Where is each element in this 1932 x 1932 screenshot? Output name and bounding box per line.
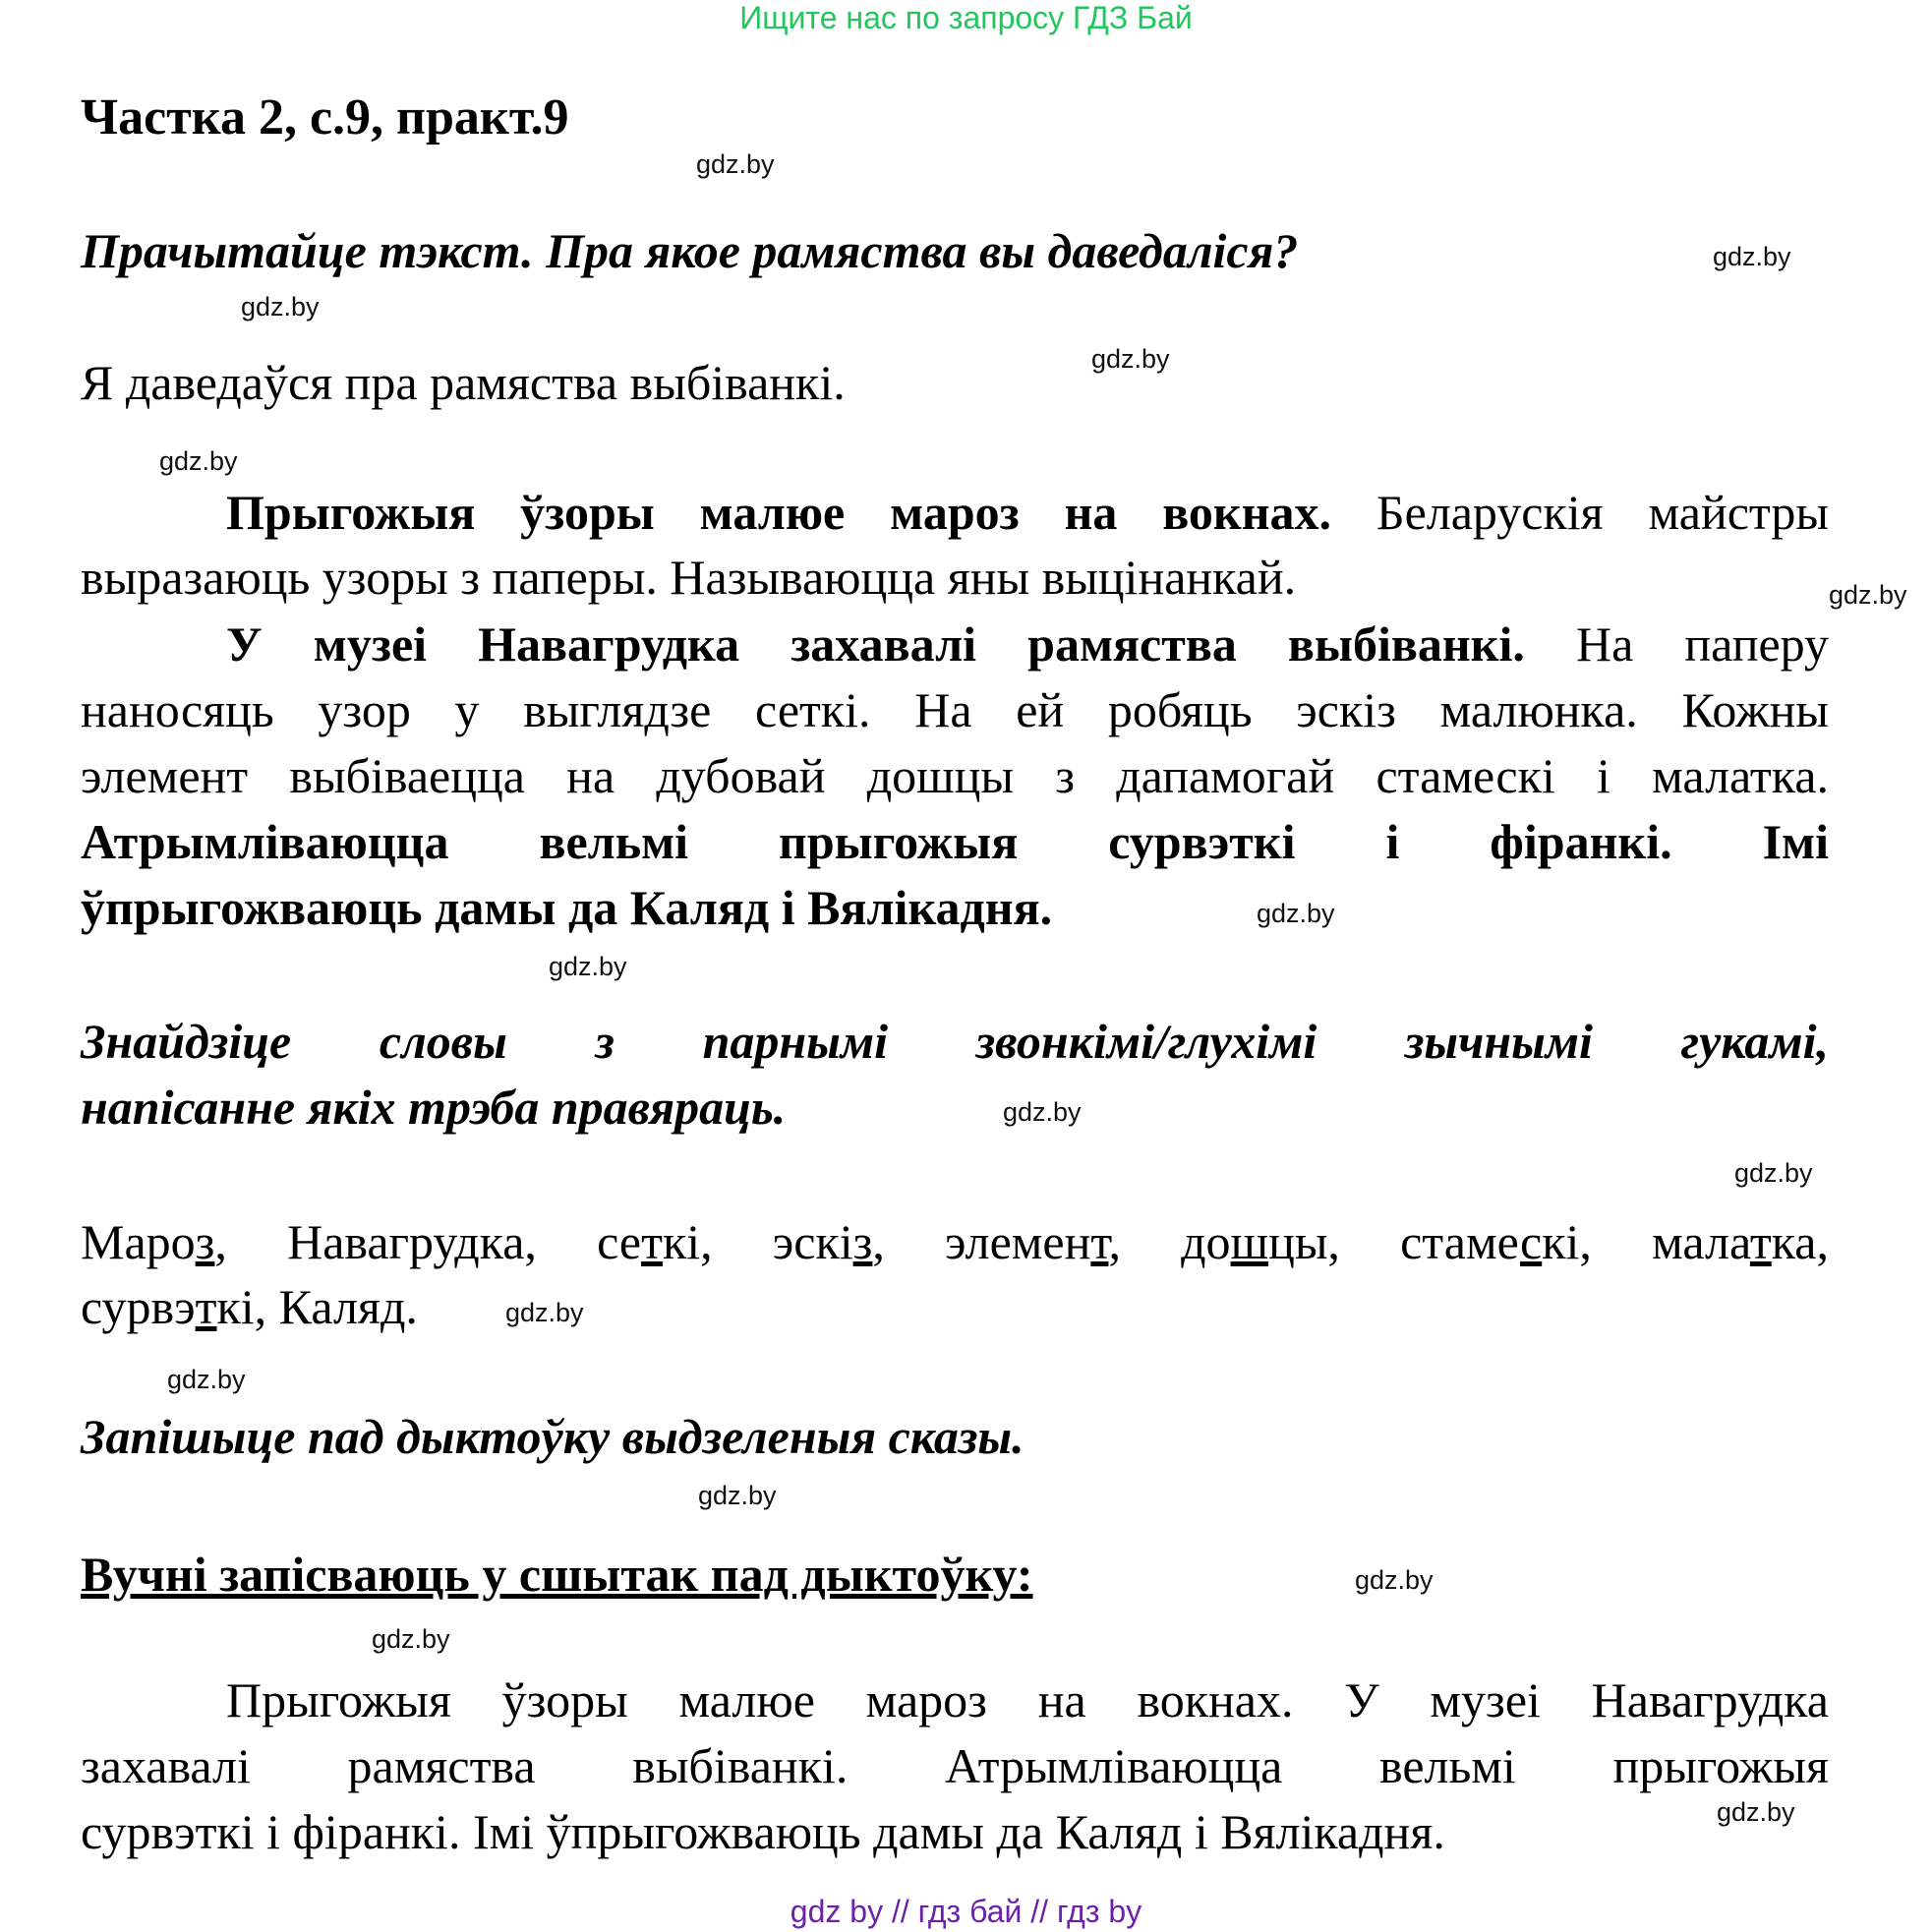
answer-text: , элемен <box>872 1214 1091 1269</box>
text-p1-bold: Прыгожыя ўзоры малюе мароз на вокнах. <box>226 485 1332 540</box>
answer-text: кі, мала <box>1542 1214 1750 1269</box>
text-p2-line4: Атрымліваюцца вельмі прыгожыя сурвэткі і фіранкі. Імі <box>81 814 1829 869</box>
underlined-letter: д <box>454 1214 480 1269</box>
watermark: gdz.by <box>696 149 775 179</box>
text-p1-line1 <box>81 484 1829 541</box>
top-banner: Ищите нас по запросу ГДЗ Бай <box>739 0 1193 35</box>
answer-text: Маро <box>81 1214 196 1269</box>
task-1: Прачытайце тэкст. Пра якое рамяства вы даведаліся? <box>81 223 1299 278</box>
answer-text: . <box>405 1279 418 1334</box>
answer-text: сурвэ <box>81 1279 196 1334</box>
answer-2-line2 <box>81 1278 418 1335</box>
text-p1-rest: Беларускія майстры <box>1331 485 1829 540</box>
task-2-line2: напісанне якіх трэба правяраць. <box>81 1080 787 1135</box>
dictation-line3: сурвэткі і фіранкі. Імі ўпрыгожваюць дамы да Каляд і Вялікадня. <box>81 1804 1445 1859</box>
watermark: gdz.by <box>1257 899 1335 928</box>
underlined-letter: с <box>1520 1214 1543 1269</box>
watermark: gdz.by <box>159 446 238 476</box>
bottom-banner: gdz by // гдз бай // гдз by <box>790 1894 1142 1929</box>
text-p2-line1 <box>81 615 1829 673</box>
dictation-heading: Вучні запісваюць у сшытак пад дыктоўку: <box>81 1547 1033 1602</box>
watermark: gdz.by <box>1091 344 1170 374</box>
answer-text: ка, <box>1771 1214 1829 1269</box>
page-title: Частка 2, с.9, практ.9 <box>81 89 569 146</box>
task-3: Запішыце пад дыктоўку выдзеленыя сказы. <box>81 1409 1025 1464</box>
answer-text: кі, Каля <box>216 1279 381 1334</box>
text-p2-line2: наносяць узор у выглядзе сеткі. На ей робяць эскіз малюнка. Кожны <box>81 682 1829 737</box>
underlined-letter: з <box>195 1214 215 1269</box>
text-p2-line3: элемент выбіваецца на дубовай дошцы з дапамогай стамескі і малатка. <box>81 748 1829 803</box>
watermark: gdz.by <box>372 1624 450 1654</box>
watermark: gdz.by <box>1734 1158 1813 1188</box>
text-p2-bold: У музеі Навагрудка захавалі рамяства выбіванкі. <box>226 616 1525 672</box>
watermark: gdz.by <box>1713 242 1791 271</box>
watermark: gdz.by <box>1003 1097 1082 1127</box>
underlined-letter: т <box>641 1214 663 1269</box>
dictation-line1: Прыгожыя ўзоры малюе мароз на вокнах. У музеі Навагрудка <box>226 1672 1829 1727</box>
underlined-letter: т <box>1749 1214 1772 1269</box>
underlined-letter: ш <box>1230 1214 1269 1269</box>
underlined-letter: д <box>380 1279 406 1334</box>
answer-text: , до <box>1108 1214 1231 1269</box>
dictation-line2: захавалі рамяства выбіванкі. Атрымліваюцца вельмі прыгожыя <box>81 1738 1829 1793</box>
answer-text: кі, эскі <box>662 1214 853 1269</box>
answer-text: , Навагру <box>214 1214 455 1269</box>
watermark: gdz.by <box>1717 1797 1795 1827</box>
watermark: gdz.by <box>698 1481 777 1510</box>
underlined-letter: т <box>195 1279 217 1334</box>
watermark: gdz.by <box>241 292 320 322</box>
underlined-letter: т <box>1090 1214 1109 1269</box>
text-p2-line5: ўпрыгожваюць дамы да Каляд і Вялікадня. <box>81 880 1053 935</box>
task-2-line1: Знайдзіце словы з парнымі звонкімі/глухімі зычнымі гукамі, <box>81 1014 1829 1069</box>
answer-1: Я даведаўся пра рамяства выбіванкі. <box>81 355 846 410</box>
watermark: gdz.by <box>549 952 627 981</box>
watermark: gdz.by <box>505 1298 584 1327</box>
text-p2-rest: На паперу <box>1524 616 1829 672</box>
answer-text: ка, се <box>479 1214 642 1269</box>
watermark: gdz.by <box>1355 1565 1434 1595</box>
watermark: gdz.by <box>167 1365 246 1394</box>
watermark: gdz.by <box>1829 580 1907 610</box>
underlined-letter: з <box>852 1214 873 1269</box>
answer-text: цы, стаме <box>1268 1214 1521 1269</box>
text-p1-line2: выразаюць узоры з паперы. Называюцца яны выцінанкай. <box>81 550 1297 605</box>
answer-2-line1 <box>81 1213 1829 1270</box>
